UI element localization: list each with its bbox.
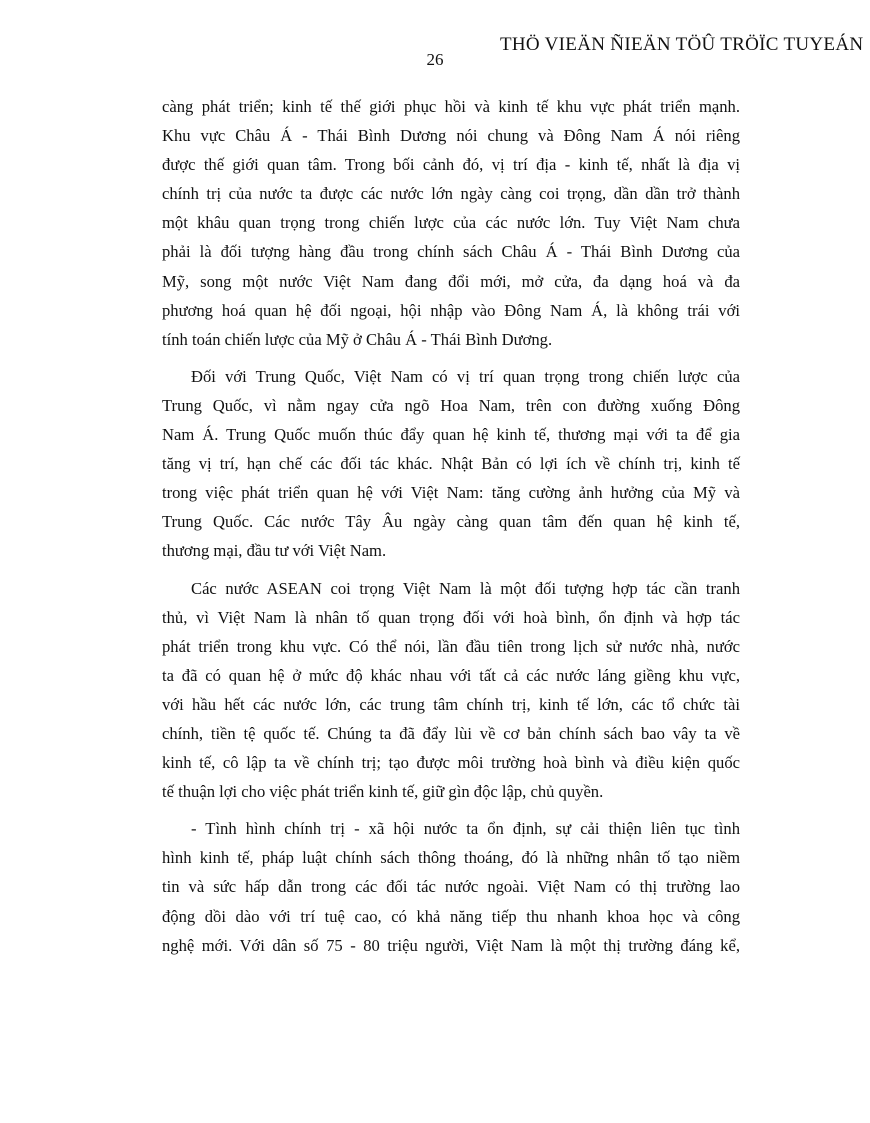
text-line: phát triển trong khu vực. Có thể nói, lần đầu tiên trong lịch sử nước nhà, nước xyxy=(162,636,740,656)
paragraph-2 xyxy=(162,362,740,566)
paragraph-gap xyxy=(162,806,740,814)
text-line: động dồi dào với trí tuệ cao, có khả năng tiếp thu nhanh khoa học và công xyxy=(162,906,740,926)
text-line: Đối với Trung Quốc, Việt Nam có vị trí quan trọng trong chiến lược của xyxy=(191,366,740,386)
text-line: chính, tiền tệ quốc tế. Chúng ta đã đẩy lùi về cơ bản chính sách bao vây ta về xyxy=(162,723,740,743)
text-line: tính toán chiến lược của Mỹ ở Châu Á - Thái Bình Dương. xyxy=(162,329,553,349)
text-line: thủ, vì Việt Nam là nhân tố quan trọng đối với hoà bình, ổn định và hợp tác xyxy=(162,607,740,627)
text-line: Khu vực Châu Á - Thái Bình Dương nói chung và Đông Nam Á nói riêng xyxy=(162,126,740,146)
text-line: được thế giới quan tâm. Trong bối cảnh đó, vị trí địa - kinh tế, nhất là địa vị xyxy=(162,155,740,175)
text-line: - Tình hình chính trị - xã hội nước ta ổn định, sự cải thiện liên tục tình xyxy=(191,819,740,839)
text-line: ta đã có quan hệ ở mức độ khác nhau với tất cả các nước láng giềng khu vực, xyxy=(162,665,740,685)
text-line: một khâu quan trọng trong chiến lược của các nước lớn. Tuy Việt Nam chưa xyxy=(162,213,740,233)
paragraph-gap xyxy=(162,566,740,574)
text-line: Các nước ASEAN coi trọng Việt Nam là một đối tượng hợp tác cần tranh xyxy=(191,578,740,598)
text-line: càng phát triển; kinh tế thế giới phục hồi và kinh tế khu vực phát triển mạnh. xyxy=(162,97,740,116)
text-line: Mỹ, song một nước Việt Nam đang đổi mới, mở cửa, đa dạng hoá và đa xyxy=(162,271,740,291)
text-line: chính trị của nước ta được các nước lớn ngày càng coi trọng, dần dần trở thành xyxy=(162,184,740,204)
text-line: với hầu hết các nước lớn, các trung tâm chính trị, kinh tế lớn, các tổ chức tài xyxy=(162,694,740,714)
text-line: Trung Quốc, vì nằm ngay cửa ngõ Hoa Nam, trên con đường xuống Đông xyxy=(162,395,740,415)
paragraph-1 xyxy=(162,92,740,354)
paragraph-4 xyxy=(162,814,740,959)
text-line: phải là đối tượng hàng đầu trong chính sách Châu Á - Thái Bình Dương của xyxy=(162,242,740,262)
text-line: kinh tế, cô lập ta về chính trị; tạo được môi trường hoà bình và điều kiện quốc xyxy=(162,753,740,773)
text-line: hình kinh tế, pháp luật chính sách thông thoáng, đó là những nhân tố tạo niềm xyxy=(162,848,740,868)
text-line: tăng vị trí, hạn chế các đối tác khác. Nhật Bản có lợi ích về chính trị, kinh tế xyxy=(162,454,740,474)
text-line: Nam Á. Trung Quốc muốn thúc đẩy quan hệ kinh tế, thương mại với ta để gia xyxy=(162,425,740,445)
text-line: nghệ mới. Với dân số 75 - 80 triệu người, Việt Nam là một thị trường đáng kể, xyxy=(162,935,740,955)
document-body xyxy=(162,92,740,960)
text-line: tế thuận lợi cho việc phát triển kinh tế, giữ gìn độc lập, chủ quyền. xyxy=(162,782,604,802)
text-line: thương mại, đầu tư với Việt Nam. xyxy=(162,541,387,561)
library-header-title: THÖ VIEÄN ÑIEÄN TÖÛ TRÖÏC TUYEÁN xyxy=(500,34,864,55)
paragraph-3 xyxy=(162,574,740,807)
text-line: Trung Quốc. Các nước Tây Âu ngày càng quan tâm đến quan hệ kinh tế, xyxy=(162,512,740,532)
text-line: tin và sức hấp dẫn trong các đối tác nước ngoài. Việt Nam có thị trường lao xyxy=(162,877,740,897)
text-line: trong việc phát triển quan hệ với Việt Nam: tăng cường ảnh hưởng của Mỹ và xyxy=(162,483,740,503)
page-number: 26 xyxy=(426,50,444,69)
text-line: phương hoá quan hệ đối ngoại, hội nhập vào Đông Nam Á, là không trái với xyxy=(162,300,740,320)
paragraph-gap xyxy=(162,354,740,362)
